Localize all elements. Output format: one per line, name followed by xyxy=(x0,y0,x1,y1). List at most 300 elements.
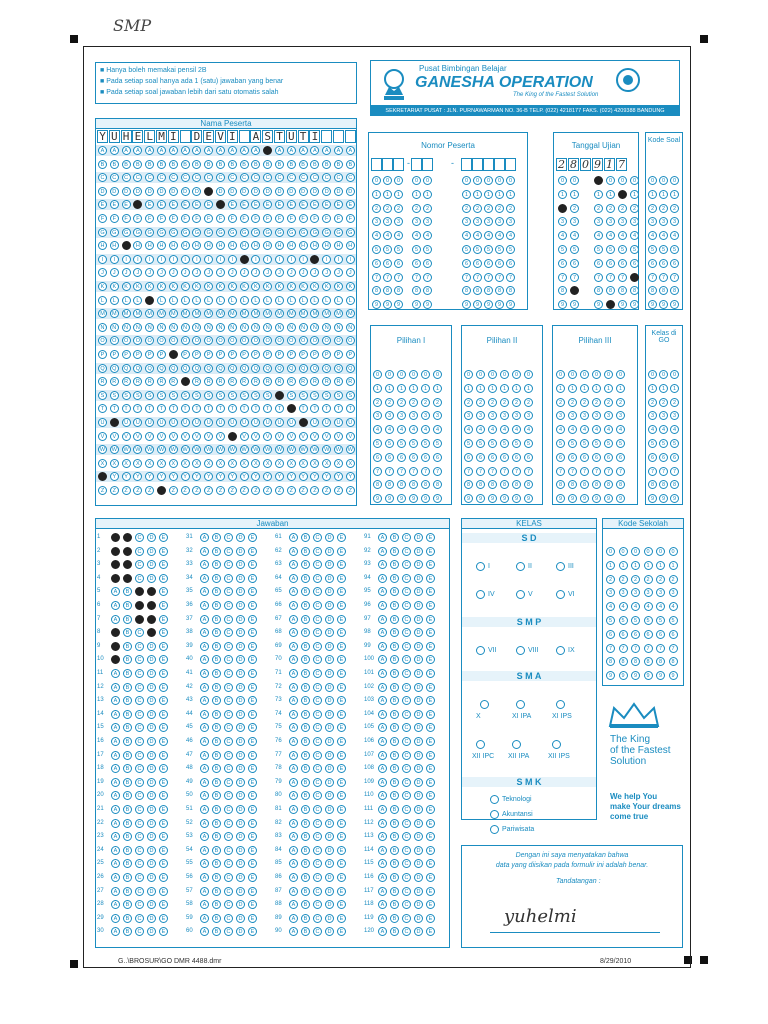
name-bubble[interactable]: U xyxy=(287,418,296,427)
name-bubble[interactable]: P xyxy=(216,350,225,359)
answer-bubble[interactable]: B xyxy=(123,914,132,923)
pilihan-2-bubble[interactable]: 9 xyxy=(524,494,533,503)
name-bubble[interactable]: T xyxy=(322,404,331,413)
name-bubble[interactable]: R xyxy=(145,377,154,386)
name-bubble[interactable]: H xyxy=(334,241,343,250)
kode-sekolah-bubble[interactable]: 7 xyxy=(669,644,678,653)
name-bubble[interactable]: F xyxy=(346,214,355,223)
answer-bubble[interactable]: B xyxy=(390,642,399,651)
kode-soal-bubble[interactable]: 1 xyxy=(659,190,668,199)
answer-bubble[interactable]: E xyxy=(337,832,346,841)
name-bubble[interactable]: V xyxy=(169,432,178,441)
answer-bubble[interactable]: D xyxy=(236,805,245,814)
name-bubble[interactable]: Y xyxy=(181,472,190,481)
name-bubble[interactable]: K xyxy=(181,282,190,291)
name-bubble[interactable]: F xyxy=(145,214,154,223)
name-bubble[interactable]: V xyxy=(181,432,190,441)
answer-bubble[interactable]: E xyxy=(159,791,168,800)
answer-bubble[interactable]: B xyxy=(212,669,221,678)
name-bubble[interactable]: O xyxy=(251,336,260,345)
name-bubble[interactable]: H xyxy=(275,241,284,250)
pilihan-2-bubble[interactable]: 9 xyxy=(512,494,521,503)
answer-bubble[interactable]: E xyxy=(337,533,346,542)
answer-bubble[interactable]: D xyxy=(414,887,423,896)
kode-sekolah-bubble[interactable]: 3 xyxy=(606,588,615,597)
name-bubble[interactable]: F xyxy=(157,214,166,223)
answer-bubble[interactable]: E xyxy=(426,778,435,787)
nomor-bubble[interactable]: 5 xyxy=(484,245,493,254)
name-bubble[interactable]: B xyxy=(334,160,343,169)
kode-soal-bubble[interactable]: 6 xyxy=(670,259,679,268)
tanggal-bubble[interactable]: 2 xyxy=(570,204,579,213)
answer-bubble[interactable]: D xyxy=(236,723,245,732)
answer-bubble[interactable]: C xyxy=(402,778,411,787)
answer-bubble[interactable]: E xyxy=(248,669,257,678)
name-bubble[interactable]: F xyxy=(322,214,331,223)
pilihan-2-bubble[interactable]: 4 xyxy=(524,425,533,434)
pilihan-1-bubble[interactable]: 7 xyxy=(433,467,442,476)
pilihan-1-bubble[interactable]: 8 xyxy=(409,480,418,489)
name-bubble[interactable]: E xyxy=(228,200,237,209)
answer-bubble[interactable]: E xyxy=(159,900,168,909)
answer-bubble[interactable]: C xyxy=(313,560,322,569)
answer-bubble[interactable]: B xyxy=(212,887,221,896)
pilihan-3-bubble[interactable]: 9 xyxy=(568,494,577,503)
name-bubble[interactable]: Z xyxy=(169,486,178,495)
pilihan-2-bubble[interactable]: 5 xyxy=(488,439,497,448)
nomor-bubble[interactable]: 5 xyxy=(462,245,471,254)
name-bubble[interactable]: Y xyxy=(133,472,142,481)
answer-bubble[interactable]: A xyxy=(111,819,120,828)
answer-bubble[interactable]: A xyxy=(378,560,387,569)
name-bubble[interactable]: Z xyxy=(192,486,201,495)
name-bubble[interactable]: T xyxy=(181,404,190,413)
answer-bubble[interactable]: A xyxy=(378,764,387,773)
answer-bubble[interactable]: D xyxy=(414,737,423,746)
pilihan-1-bubble[interactable]: 6 xyxy=(409,453,418,462)
name-bubble[interactable]: X xyxy=(322,459,331,468)
name-bubble[interactable]: G xyxy=(192,228,201,237)
tanggal-bubble[interactable]: 8 xyxy=(558,286,567,295)
name-bubble[interactable]: G xyxy=(287,228,296,237)
answer-bubble[interactable]: C xyxy=(313,859,322,868)
name-bubble[interactable]: D xyxy=(346,187,355,196)
answer-bubble[interactable]: D xyxy=(236,873,245,882)
answer-bubble[interactable]: D xyxy=(147,683,156,692)
answer-bubble[interactable]: A xyxy=(378,914,387,923)
name-bubble[interactable]: H xyxy=(240,241,249,250)
name-bubble[interactable]: Z xyxy=(251,486,260,495)
tanggal-bubble[interactable]: 7 xyxy=(594,273,603,282)
pilihan-3-bubble[interactable]: 8 xyxy=(568,480,577,489)
answer-bubble[interactable]: D xyxy=(414,927,423,936)
name-bubble[interactable]: B xyxy=(110,160,119,169)
name-bubble[interactable]: I xyxy=(334,255,343,264)
answer-bubble[interactable]: E xyxy=(248,791,257,800)
name-bubble[interactable]: R xyxy=(181,377,190,386)
tanggal-bubble[interactable]: 8 xyxy=(606,286,615,295)
name-bubble[interactable]: L xyxy=(133,296,142,305)
answer-bubble[interactable]: B xyxy=(212,601,221,610)
tanggal-bubble[interactable]: 0 xyxy=(594,176,603,185)
name-bubble[interactable]: G xyxy=(346,228,355,237)
kelas-go-bubble[interactable]: 1 xyxy=(659,384,668,393)
name-bubble[interactable]: B xyxy=(98,160,107,169)
name-bubble[interactable]: Z xyxy=(322,486,331,495)
pilihan-2-bubble[interactable]: 1 xyxy=(464,384,473,393)
name-bubble[interactable]: P xyxy=(181,350,190,359)
name-bubble[interactable]: Z xyxy=(228,486,237,495)
nomor-bubble[interactable]: 6 xyxy=(372,259,381,268)
answer-bubble[interactable]: B xyxy=(123,696,132,705)
answer-bubble[interactable]: E xyxy=(248,533,257,542)
kode-sekolah-bubble[interactable]: 8 xyxy=(656,657,665,666)
pilihan-2-bubble[interactable]: 0 xyxy=(524,370,533,379)
answer-bubble[interactable]: C xyxy=(224,873,233,882)
answer-bubble[interactable]: E xyxy=(426,859,435,868)
pilihan-2-bubble[interactable]: 7 xyxy=(500,467,509,476)
pilihan-1-bubble[interactable]: 2 xyxy=(433,398,442,407)
answer-bubble[interactable]: D xyxy=(325,574,334,583)
nomor-bubble[interactable]: 9 xyxy=(372,300,381,309)
name-bubble[interactable]: X xyxy=(133,459,142,468)
nomor-bubble[interactable]: 2 xyxy=(484,204,493,213)
pilihan-3-bubble[interactable]: 2 xyxy=(616,398,625,407)
answer-bubble[interactable]: E xyxy=(248,683,257,692)
name-char-box[interactable]: V xyxy=(215,130,226,143)
answer-bubble[interactable]: B xyxy=(301,587,310,596)
answer-bubble[interactable]: B xyxy=(301,791,310,800)
answer-bubble[interactable]: D xyxy=(325,805,334,814)
name-bubble[interactable]: M xyxy=(169,309,178,318)
answer-bubble[interactable]: A xyxy=(289,683,298,692)
tanggal-bubble[interactable]: 5 xyxy=(606,245,615,254)
name-bubble[interactable]: F xyxy=(169,214,178,223)
nomor-bubble[interactable]: 5 xyxy=(506,245,515,254)
answer-bubble[interactable]: C xyxy=(135,737,144,746)
name-bubble[interactable]: M xyxy=(110,309,119,318)
name-bubble[interactable]: F xyxy=(181,214,190,223)
answer-bubble[interactable]: E xyxy=(159,587,168,596)
name-bubble[interactable]: Q xyxy=(287,364,296,373)
tanggal-bubble[interactable]: 0 xyxy=(618,176,627,185)
sd-option-radio[interactable] xyxy=(476,562,485,571)
pilihan-2-bubble[interactable]: 1 xyxy=(476,384,485,393)
answer-bubble[interactable]: B xyxy=(390,696,399,705)
nomor-bubble[interactable]: 7 xyxy=(484,273,493,282)
nomor-bubble[interactable]: 8 xyxy=(495,286,504,295)
name-bubble[interactable]: S xyxy=(169,391,178,400)
answer-bubble[interactable]: B xyxy=(212,628,221,637)
name-bubble[interactable]: V xyxy=(287,432,296,441)
name-bubble[interactable]: J xyxy=(192,268,201,277)
answer-bubble[interactable]: E xyxy=(337,574,346,583)
answer-bubble[interactable]: C xyxy=(402,547,411,556)
name-bubble[interactable]: O xyxy=(192,336,201,345)
name-bubble[interactable]: W xyxy=(135,447,141,454)
name-bubble[interactable]: I xyxy=(157,255,166,264)
name-bubble[interactable]: L xyxy=(275,296,284,305)
name-bubble[interactable]: O xyxy=(287,336,296,345)
name-bubble[interactable]: Y xyxy=(263,472,272,481)
name-bubble[interactable]: P xyxy=(122,350,131,359)
answer-bubble[interactable]: A xyxy=(289,805,298,814)
answer-bubble[interactable]: E xyxy=(426,887,435,896)
name-bubble[interactable]: B xyxy=(310,160,319,169)
name-bubble[interactable]: R xyxy=(204,377,213,386)
name-bubble[interactable]: N xyxy=(110,323,119,332)
name-bubble[interactable]: J xyxy=(334,268,343,277)
nomor-bubble[interactable]: 6 xyxy=(383,259,392,268)
name-bubble[interactable]: N xyxy=(299,323,308,332)
kode-sekolah-bubble[interactable]: 2 xyxy=(644,575,653,584)
pilihan-2-bubble[interactable]: 9 xyxy=(500,494,509,503)
answer-bubble[interactable]: C xyxy=(224,655,233,664)
tanggal-bubble[interactable]: 1 xyxy=(594,190,603,199)
nomor-bubble[interactable]: 0 xyxy=(372,176,381,185)
answer-bubble[interactable]: B xyxy=(212,560,221,569)
tanggal-bubble[interactable]: 7 xyxy=(570,273,579,282)
name-bubble[interactable]: T xyxy=(110,404,119,413)
name-bubble[interactable]: C xyxy=(334,173,343,182)
answer-bubble[interactable]: D xyxy=(236,615,245,624)
kode-soal-bubble[interactable]: 4 xyxy=(659,231,668,240)
pilihan-1-bubble[interactable]: 5 xyxy=(433,439,442,448)
name-bubble[interactable]: U xyxy=(145,418,154,427)
pilihan-2-bubble[interactable]: 7 xyxy=(524,467,533,476)
answer-bubble[interactable]: C xyxy=(402,859,411,868)
kode-soal-bubble[interactable]: 5 xyxy=(659,245,668,254)
answer-bubble[interactable]: D xyxy=(414,873,423,882)
name-bubble[interactable]: A xyxy=(299,146,308,155)
name-bubble[interactable]: P xyxy=(310,350,319,359)
answer-bubble[interactable]: A xyxy=(111,669,120,678)
answer-bubble[interactable]: C xyxy=(135,791,144,800)
name-char-box[interactable]: L xyxy=(144,130,155,143)
name-bubble[interactable]: T xyxy=(145,404,154,413)
name-bubble[interactable]: E xyxy=(169,200,178,209)
kode-sekolah-bubble[interactable]: 2 xyxy=(656,575,665,584)
sd-option-radio[interactable] xyxy=(476,590,485,599)
answer-bubble[interactable]: B xyxy=(212,615,221,624)
nomor-bubble[interactable]: 0 xyxy=(412,176,421,185)
name-bubble[interactable]: P xyxy=(251,350,260,359)
kelas-go-bubble[interactable]: 1 xyxy=(670,384,679,393)
answer-bubble[interactable]: E xyxy=(426,587,435,596)
tanggal-bubble[interactable]: 7 xyxy=(618,273,627,282)
name-bubble[interactable]: Q xyxy=(145,364,154,373)
kode-sekolah-bubble[interactable]: 1 xyxy=(619,561,628,570)
pilihan-3-bubble[interactable]: 3 xyxy=(592,411,601,420)
pilihan-2-bubble[interactable]: 8 xyxy=(488,480,497,489)
pilihan-1-bubble[interactable]: 4 xyxy=(373,425,382,434)
name-bubble[interactable]: G xyxy=(110,228,119,237)
answer-bubble[interactable]: E xyxy=(248,914,257,923)
answer-bubble[interactable]: C xyxy=(313,873,322,882)
answer-bubble[interactable]: C xyxy=(313,927,322,936)
name-bubble[interactable]: V xyxy=(251,432,260,441)
name-bubble[interactable]: W xyxy=(335,447,342,454)
answer-bubble[interactable]: E xyxy=(337,642,346,651)
answer-bubble[interactable]: C xyxy=(224,615,233,624)
nomor-bubble[interactable]: 9 xyxy=(462,300,471,309)
answer-bubble[interactable]: C xyxy=(224,859,233,868)
answer-bubble[interactable]: E xyxy=(426,819,435,828)
pilihan-2-bubble[interactable]: 4 xyxy=(464,425,473,434)
answer-bubble[interactable]: B xyxy=(212,900,221,909)
name-bubble[interactable]: W xyxy=(324,447,330,454)
name-bubble[interactable]: J xyxy=(169,268,178,277)
answer-bubble[interactable]: D xyxy=(236,574,245,583)
pilihan-3-bubble[interactable]: 6 xyxy=(556,453,565,462)
answer-bubble[interactable]: A xyxy=(289,547,298,556)
name-bubble[interactable]: X xyxy=(287,459,296,468)
name-bubble[interactable]: J xyxy=(263,268,272,277)
name-char-box[interactable]: U xyxy=(286,130,297,143)
answer-bubble[interactable]: C xyxy=(313,832,322,841)
tanggal-bubble[interactable]: 5 xyxy=(570,245,579,254)
pilihan-3-bubble[interactable]: 4 xyxy=(580,425,589,434)
answer-bubble[interactable]: C xyxy=(402,615,411,624)
answer-bubble[interactable]: E xyxy=(337,914,346,923)
name-bubble[interactable]: S xyxy=(346,391,355,400)
tanggal-bubble[interactable]: 5 xyxy=(618,245,627,254)
answer-bubble[interactable]: A xyxy=(289,696,298,705)
answer-bubble[interactable]: B xyxy=(123,900,132,909)
pilihan-1-bubble[interactable]: 8 xyxy=(421,480,430,489)
pilihan-2-bubble[interactable]: 9 xyxy=(464,494,473,503)
answer-bubble[interactable]: E xyxy=(337,710,346,719)
answer-bubble[interactable]: E xyxy=(159,560,168,569)
name-bubble[interactable]: S xyxy=(216,391,225,400)
answer-bubble[interactable]: D xyxy=(147,587,156,596)
name-bubble[interactable]: L xyxy=(287,296,296,305)
name-bubble[interactable]: N xyxy=(346,323,355,332)
answer-bubble[interactable]: E xyxy=(248,805,257,814)
kode-soal-bubble[interactable]: 4 xyxy=(648,231,657,240)
pilihan-1-bubble[interactable]: 2 xyxy=(385,398,394,407)
name-bubble[interactable]: V xyxy=(334,432,343,441)
name-char-box[interactable]: H xyxy=(121,130,132,143)
name-bubble[interactable]: S xyxy=(181,391,190,400)
name-bubble[interactable]: X xyxy=(299,459,308,468)
name-bubble[interactable]: C xyxy=(181,173,190,182)
name-bubble[interactable]: R xyxy=(157,377,166,386)
answer-bubble[interactable]: E xyxy=(337,601,346,610)
name-bubble[interactable]: Y xyxy=(287,472,296,481)
name-bubble[interactable]: Y xyxy=(275,472,284,481)
answer-bubble[interactable]: A xyxy=(289,927,298,936)
answer-bubble[interactable]: A xyxy=(200,778,209,787)
kode-sekolah-bubble[interactable]: 6 xyxy=(644,630,653,639)
nomor-bubble[interactable]: 9 xyxy=(383,300,392,309)
tanggal-bubble[interactable]: 5 xyxy=(594,245,603,254)
name-bubble[interactable]: C xyxy=(133,173,142,182)
name-bubble[interactable]: H xyxy=(251,241,260,250)
name-bubble[interactable]: Z xyxy=(275,486,284,495)
name-bubble[interactable]: U xyxy=(133,418,142,427)
name-bubble[interactable]: J xyxy=(310,268,319,277)
name-bubble[interactable]: Q xyxy=(181,364,190,373)
name-bubble[interactable]: L xyxy=(346,296,355,305)
nomor-bubble[interactable]: 8 xyxy=(473,286,482,295)
answer-bubble[interactable]: D xyxy=(236,900,245,909)
answer-bubble[interactable]: C xyxy=(224,723,233,732)
pilihan-3-bubble[interactable]: 2 xyxy=(580,398,589,407)
pilihan-3-bubble[interactable]: 0 xyxy=(604,370,613,379)
name-bubble[interactable]: N xyxy=(287,323,296,332)
nomor-bubble[interactable]: 3 xyxy=(412,217,421,226)
name-bubble[interactable]: B xyxy=(346,160,355,169)
answer-bubble[interactable]: C xyxy=(135,615,144,624)
name-bubble[interactable]: P xyxy=(110,350,119,359)
pilihan-2-bubble[interactable]: 5 xyxy=(476,439,485,448)
nomor-bubble[interactable]: 3 xyxy=(383,217,392,226)
name-bubble[interactable]: V xyxy=(98,432,107,441)
answer-bubble[interactable]: A xyxy=(200,683,209,692)
answer-bubble[interactable]: A xyxy=(111,547,120,556)
tanggal-bubble[interactable]: 0 xyxy=(606,176,615,185)
answer-bubble[interactable]: D xyxy=(147,900,156,909)
name-bubble[interactable]: Y xyxy=(204,472,213,481)
name-bubble[interactable]: S xyxy=(334,391,343,400)
answer-bubble[interactable]: D xyxy=(147,887,156,896)
answer-bubble[interactable]: A xyxy=(111,655,120,664)
answer-bubble[interactable]: E xyxy=(337,805,346,814)
name-char-box[interactable]: M xyxy=(156,130,167,143)
pilihan-1-bubble[interactable]: 0 xyxy=(409,370,418,379)
answer-bubble[interactable]: C xyxy=(135,655,144,664)
pilihan-1-bubble[interactable]: 8 xyxy=(433,480,442,489)
name-bubble[interactable]: Q xyxy=(157,364,166,373)
answer-bubble[interactable]: E xyxy=(159,737,168,746)
kode-soal-bubble[interactable]: 2 xyxy=(648,204,657,213)
name-bubble[interactable]: I xyxy=(263,255,272,264)
nomor-bubble[interactable]: 8 xyxy=(484,286,493,295)
answer-bubble[interactable]: B xyxy=(390,560,399,569)
pilihan-1-bubble[interactable]: 2 xyxy=(421,398,430,407)
answer-bubble[interactable]: E xyxy=(159,832,168,841)
answer-bubble[interactable]: B xyxy=(301,927,310,936)
name-bubble[interactable]: E xyxy=(122,200,131,209)
answer-bubble[interactable]: A xyxy=(111,914,120,923)
tanggal-bubble[interactable]: 9 xyxy=(618,300,627,309)
answer-bubble[interactable]: E xyxy=(426,601,435,610)
name-bubble[interactable]: J xyxy=(346,268,355,277)
answer-bubble[interactable]: A xyxy=(111,642,120,651)
answer-bubble[interactable]: C xyxy=(135,587,144,596)
answer-bubble[interactable]: B xyxy=(212,846,221,855)
answer-bubble[interactable]: A xyxy=(111,791,120,800)
nomor-bubble[interactable]: 9 xyxy=(412,300,421,309)
answer-bubble[interactable]: B xyxy=(301,655,310,664)
answer-bubble[interactable]: E xyxy=(337,737,346,746)
pilihan-3-bubble[interactable]: 7 xyxy=(592,467,601,476)
name-bubble[interactable]: X xyxy=(110,459,119,468)
name-bubble[interactable]: L xyxy=(169,296,178,305)
answer-bubble[interactable]: A xyxy=(111,560,120,569)
kelas-go-bubble[interactable]: 7 xyxy=(670,467,679,476)
answer-bubble[interactable]: E xyxy=(426,533,435,542)
name-bubble[interactable]: J xyxy=(110,268,119,277)
name-bubble[interactable]: V xyxy=(122,432,131,441)
name-bubble[interactable]: Z xyxy=(310,486,319,495)
tanggal-digit-box[interactable]: 1 xyxy=(606,158,613,171)
kode-soal-bubble[interactable]: 8 xyxy=(659,286,668,295)
name-bubble[interactable]: Z xyxy=(299,486,308,495)
answer-bubble[interactable]: A xyxy=(378,587,387,596)
answer-bubble[interactable]: E xyxy=(248,723,257,732)
